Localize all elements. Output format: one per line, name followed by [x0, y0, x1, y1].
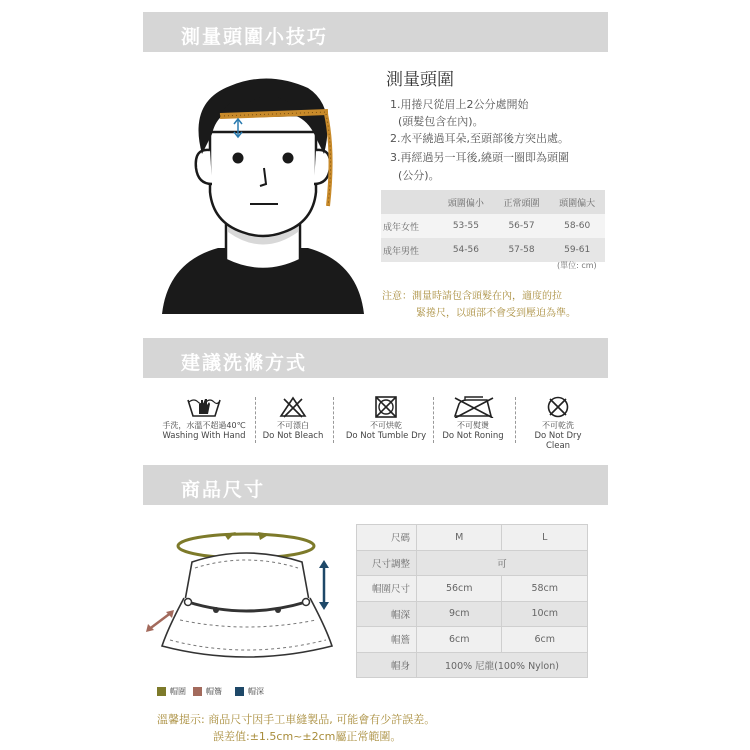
table-cell: 9cm	[417, 601, 502, 627]
head-size-table	[381, 190, 605, 262]
measure-heading: 測量頭圍	[386, 70, 454, 90]
table-cell: 59-61	[549, 238, 605, 262]
no-bleach-icon	[279, 396, 307, 418]
legend-item	[235, 686, 264, 697]
table-cell: 58-60	[549, 214, 605, 238]
table-header: 頭圍偏小	[438, 190, 494, 214]
table-cell: 尺碼	[357, 525, 417, 551]
table-cell: 成年男性	[381, 238, 438, 262]
table-cell: 6cm	[417, 627, 502, 653]
table-cell: 帽簷	[357, 627, 417, 653]
care-label-en: Washing With Hand	[162, 431, 246, 441]
divider	[515, 397, 516, 443]
section-title: 測量頭圍小技巧	[181, 26, 329, 48]
no-dry-clean-icon	[546, 396, 570, 418]
legend-swatch	[157, 687, 166, 696]
table-row	[357, 627, 588, 653]
hand-wash-icon	[186, 396, 222, 418]
table-cell: 53-55	[438, 214, 494, 238]
table-cell: 6cm	[502, 627, 588, 653]
legend-item	[193, 686, 222, 697]
divider	[255, 397, 256, 443]
table-header	[381, 190, 438, 214]
divider	[333, 397, 334, 443]
care-label-en: Do Not Bleach	[262, 431, 324, 441]
care-label-zh: 不可烘乾	[370, 421, 402, 430]
care-label-zh: 不可熨燙	[457, 421, 489, 430]
care-label-zh: 不可漂白	[277, 421, 309, 430]
care-label-en: Do Not Roning	[442, 431, 504, 441]
measure-note: 注意：測量時請包含頭髮在內，適度的拉	[382, 291, 562, 302]
legend-label: 帽深	[248, 687, 264, 696]
legend-swatch	[193, 687, 202, 696]
measure-step: (頭髮包含在內)。	[398, 115, 484, 128]
care-item	[344, 396, 428, 446]
product-size-table	[356, 524, 588, 678]
table-header: 正常頭圍	[494, 190, 550, 214]
table-cell: 10cm	[502, 601, 588, 627]
divider	[433, 397, 434, 443]
section-banner-wash	[143, 338, 608, 378]
table-row	[381, 238, 605, 262]
care-item	[260, 396, 326, 446]
care-label-zh: 不可乾洗	[542, 421, 574, 430]
table-cell: 帽深	[357, 601, 417, 627]
table-cell: 58cm	[502, 576, 588, 602]
legend-label: 帽圍	[170, 687, 186, 696]
footer-note: 誤差值:±1.5cm~±2cm屬正常範圍。	[213, 730, 402, 743]
table-cell: 帽身	[357, 652, 417, 678]
bucket-hat-illustration	[140, 528, 340, 664]
table-cell: 尺寸調整	[357, 550, 417, 576]
table-cell: 100% 尼龍(100% Nylon)	[417, 652, 588, 678]
legend-swatch	[235, 687, 244, 696]
table-row	[357, 550, 588, 576]
table-row	[357, 525, 588, 551]
table-cell: 帽圍尺寸	[357, 576, 417, 602]
measure-step: 2.水平繞過耳朵,至頭部後方突出處。	[390, 132, 569, 145]
care-item	[440, 396, 506, 446]
measure-step: (公分)。	[398, 169, 440, 182]
table-cell: L	[502, 525, 588, 551]
head-measure-illustration	[158, 72, 368, 314]
table-cell: 可	[417, 550, 588, 576]
measure-step: 3.再經過另一耳後,繞頭一圈即為頭圍	[390, 151, 569, 164]
section-title: 建議洗滌方式	[181, 352, 308, 374]
section-banner-measure	[143, 12, 608, 52]
footer-note: 溫馨提示: 商品尺寸因手工車縫製品, 可能會有少許誤差。	[157, 713, 436, 726]
measure-note: 緊捲尺，以頭部不會受到壓迫為準。	[416, 308, 576, 319]
table-cell: 56cm	[417, 576, 502, 602]
no-tumble-dry-icon	[374, 396, 398, 418]
legend-label: 帽簷	[206, 687, 222, 696]
care-item	[160, 396, 248, 446]
unit-label: (單位: cm)	[557, 261, 597, 270]
table-cell: 57-58	[494, 238, 550, 262]
table-header: 頭圍偏大	[549, 190, 605, 214]
table-cell: 成年女性	[381, 214, 438, 238]
section-title: 商品尺寸	[181, 479, 266, 501]
table-cell: 56-57	[494, 214, 550, 238]
care-item	[522, 396, 594, 451]
care-label-zh: 手洗，水溫不超過40℃	[162, 421, 246, 430]
no-ironing-icon	[451, 396, 495, 418]
care-label-en: Do Not Dry Clean	[534, 431, 582, 451]
table-row	[357, 601, 588, 627]
care-label-en: Do Not Tumble Dry	[345, 431, 427, 441]
table-row	[357, 652, 588, 678]
legend-item	[157, 686, 186, 697]
table-cell: 54-56	[438, 238, 494, 262]
table-row	[381, 214, 605, 238]
section-banner-size	[143, 465, 608, 505]
table-row	[357, 576, 588, 602]
table-cell: M	[417, 525, 502, 551]
measure-step: 1.用捲尺從眉上2公分處開始	[390, 98, 529, 111]
